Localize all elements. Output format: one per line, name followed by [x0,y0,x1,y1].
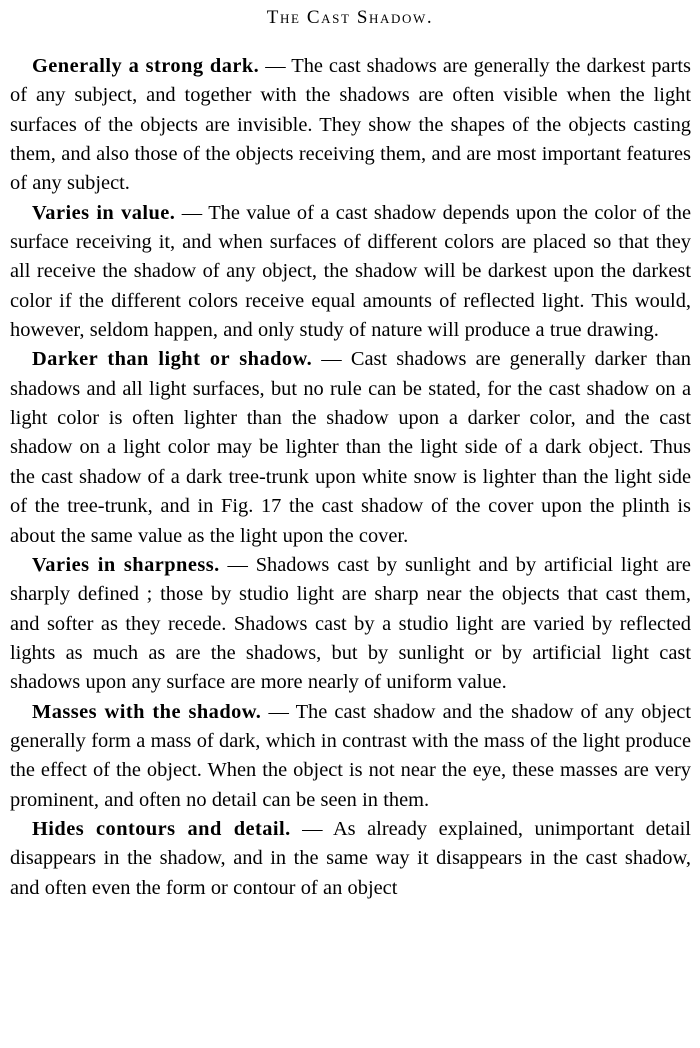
paragraph-masses-with-the-shadow [10,698,691,815]
em-dash: — [181,201,203,224]
runin-heading: Varies in sharpness. [32,553,220,576]
paragraph-varies-in-value [10,199,691,346]
em-dash: — [268,700,289,723]
runin-heading: Generally a strong dark. [32,55,260,77]
figure-number: 17 [260,495,282,518]
em-dash: — [265,55,286,77]
runin-heading: Darker than light or shadow. [32,348,313,371]
runin-heading: Varies in value. [32,201,176,224]
em-dash: — [302,817,323,840]
body-text-block [10,52,691,903]
paragraph-body: As already explained, unimportant detail disappears in the shadow, and in the same way it disappears in the cast shadow, and often even the form or contour of an object [10,817,691,899]
paragraph-body-after-figure-reference: the cast shadow of the cover upon the plinth is about the same value as the light upon the cover. [10,495,691,547]
em-dash: — [321,348,342,371]
paragraph-varies-in-sharpness [10,551,691,698]
paragraph-darker-than-light-or-shadow [10,345,691,550]
paragraph-hides-contours-and-detail [10,815,691,903]
running-head: The Cast Shadow. [266,7,434,28]
paragraph-body: The cast shadow and the shadow of any object generally form a mass of dark, which in contrast with the mass of the light produce the effect of the object. When the object is not near the eye, these masses are very prominent, and often no detail can be seen in them. [10,700,691,811]
paragraph-body-before-figure-reference: Cast shadows are generally darker than shadows and all light surfaces, but no rule can be stated, for the cast shadow on a light color is often lighter than the shadow upon a darker color, and the cast shadow on a light color may be lighter than the light side of a dark object. Thus the cast shadow of a dark tree-trunk upon white snow is lighter than the light side of the tree-trunk, and in Fig. [10,348,691,518]
runin-heading: Masses with the shadow. [32,700,262,723]
paragraph-body: Shadows cast by sunlight and by artificial light are sharply defined ; those by studio light are sharp near the objects that cast them, and softer as they recede. Shadows cast by a studio light are varied by reflected lights as much as are the shadows, but by sunlight or by artificial light cast shadows upon any surface are more nearly of uniform value. [10,553,691,694]
paragraph-body: The value of a cast shadow depends upon the color of the surface receiving it, and when surfaces of different colors are placed so that they all receive the shadow of any object, the shadow will be darkest upon the darkest color if the different colors receive equal amounts of reflected light. This would, however, seldom happen, and only study of nature will produce a true drawing. [10,201,691,342]
runin-heading: Hides contours and detail. [32,817,291,840]
paragraph-body: The cast shadows are generally the darkest parts of any subject, and together with the shadows are often visible when the light surfaces of the objects are invisible. They show the shapes of the objects casting them, and also those of the objects receiving them, and are most important features of any subject. [10,55,691,195]
paragraph-generally-a-strong-dark [10,52,691,199]
em-dash: — [227,553,248,576]
